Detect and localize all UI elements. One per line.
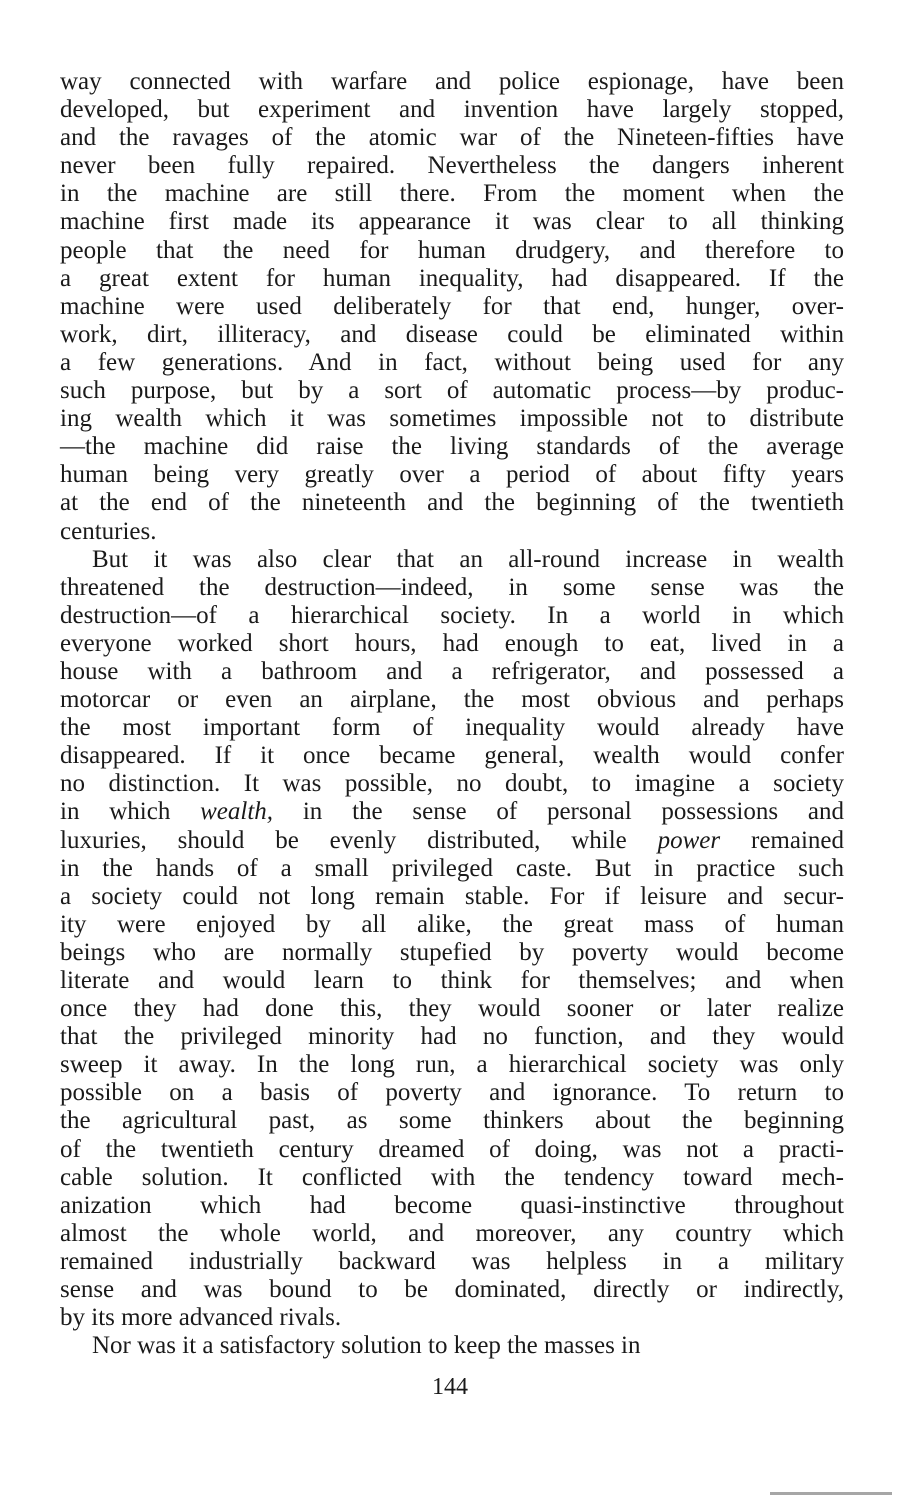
text-line: the agricultural past, as some thinkers about the beginning (60, 1107, 844, 1135)
text-line: disappeared. If it once became general, wealth would confer (60, 742, 844, 770)
text-line: sweep it away. In the long run, a hierarchical society was only (60, 1051, 844, 1079)
text-line: threatened the destruction—indeed, in some sense was the (60, 573, 844, 601)
text-line: beings who are normally stupefied by poverty would become (60, 938, 844, 966)
text-line: way connected with warfare and police espionage, have been (60, 68, 844, 95)
text-line: once they had done this, they would sooner or later realize (60, 995, 844, 1023)
text-line: in the hands of a small privileged caste. But in practice such (60, 854, 844, 882)
text-line: a few generations. And in fact, without being used for any (60, 348, 844, 376)
text-line: possible on a basis of poverty and ignorance. To return to (60, 1079, 844, 1107)
text-line: human being very greatly over a period of about fifty years (60, 461, 844, 489)
text-line: that the privileged minority had no function, and they would (60, 1023, 844, 1051)
text-line: But it was also clear that an all-round increase in wealth (92, 545, 844, 573)
text-line: such purpose, but by a sort of automatic process—by produc- (60, 377, 844, 405)
text-line: almost the whole world, and moreover, any country which (60, 1219, 844, 1247)
text-line: in which wealth, in the sense of personal possessions and (60, 798, 844, 826)
text-line: no distinction. It was possible, no doubt, to imagine a society (60, 770, 844, 798)
text-line: of the twentieth century dreamed of doing, was not a practi- (60, 1135, 844, 1163)
paragraph-2 (60, 546, 844, 1333)
text-line: everyone worked short hours, had enough to eat, lived in a (60, 629, 844, 657)
text-line: at the end of the nineteenth and the beginning of the twentieth (60, 489, 844, 517)
text-line: cable solution. It conflicted with the tendency toward mech- (60, 1163, 844, 1191)
text-line: centuries. (60, 517, 157, 545)
text-line: luxuries, should be evenly distributed, while power remained (60, 826, 844, 854)
text-line: motorcar or even an airplane, the most obvious and perhaps (60, 686, 844, 714)
text-line: and the ravages of the atomic war of the Nineteen-fifties have (60, 124, 844, 152)
text-line: never been fully repaired. Nevertheless the dangers inherent (60, 152, 844, 180)
text-line: machine were used deliberately for that end, hunger, over- (60, 292, 844, 320)
text-line: —the machine did raise the living standards of the average (60, 433, 844, 461)
text-line: house with a bathroom and a refrigerator, and possessed a (60, 657, 844, 685)
text-line: people that the need for human drudgery, and therefore to (60, 236, 844, 264)
text-line: work, dirt, illiteracy, and disease could be eliminated within (60, 320, 844, 348)
paragraph-1 (60, 68, 844, 546)
paragraph-3 (60, 1332, 844, 1360)
text-line: a society could not long remain stable. For if leisure and secur- (60, 882, 844, 910)
text-line: remained industrially backward was helpless in a military (60, 1247, 844, 1275)
text-line: literate and would learn to think for themselves; and when (60, 967, 844, 994)
text-line: sense and was bound to be dominated, directly or indirectly, (60, 1276, 844, 1304)
text-line: ity were enjoyed by all alike, the great mass of human (60, 910, 844, 938)
text-line: ing wealth which it was sometimes impossible not to distribute (60, 405, 844, 433)
text-line: Nor was it a satisfactory solution to keep the masses in (92, 1332, 641, 1360)
text-line: a great extent for human inequality, had disappeared. If the (60, 264, 844, 292)
scan-edge-mark (770, 1492, 892, 1495)
text-line: developed, but experiment and invention have largely stopped, (60, 96, 844, 124)
text-line: the most important form of inequality would already have (60, 714, 844, 742)
page-number: 144 (432, 1374, 468, 1400)
text-line: by its more advanced rivals. (60, 1304, 342, 1332)
text-line: machine first made its appearance it was clear to all thinking (60, 208, 844, 236)
text-line: destruction—of a hierarchical society. In a world in which (60, 601, 844, 629)
text-line: in the machine are still there. From the moment when the (60, 180, 844, 208)
text-line: anization which had become quasi-instinctive throughout (60, 1191, 844, 1219)
book-page-text (60, 68, 844, 1360)
